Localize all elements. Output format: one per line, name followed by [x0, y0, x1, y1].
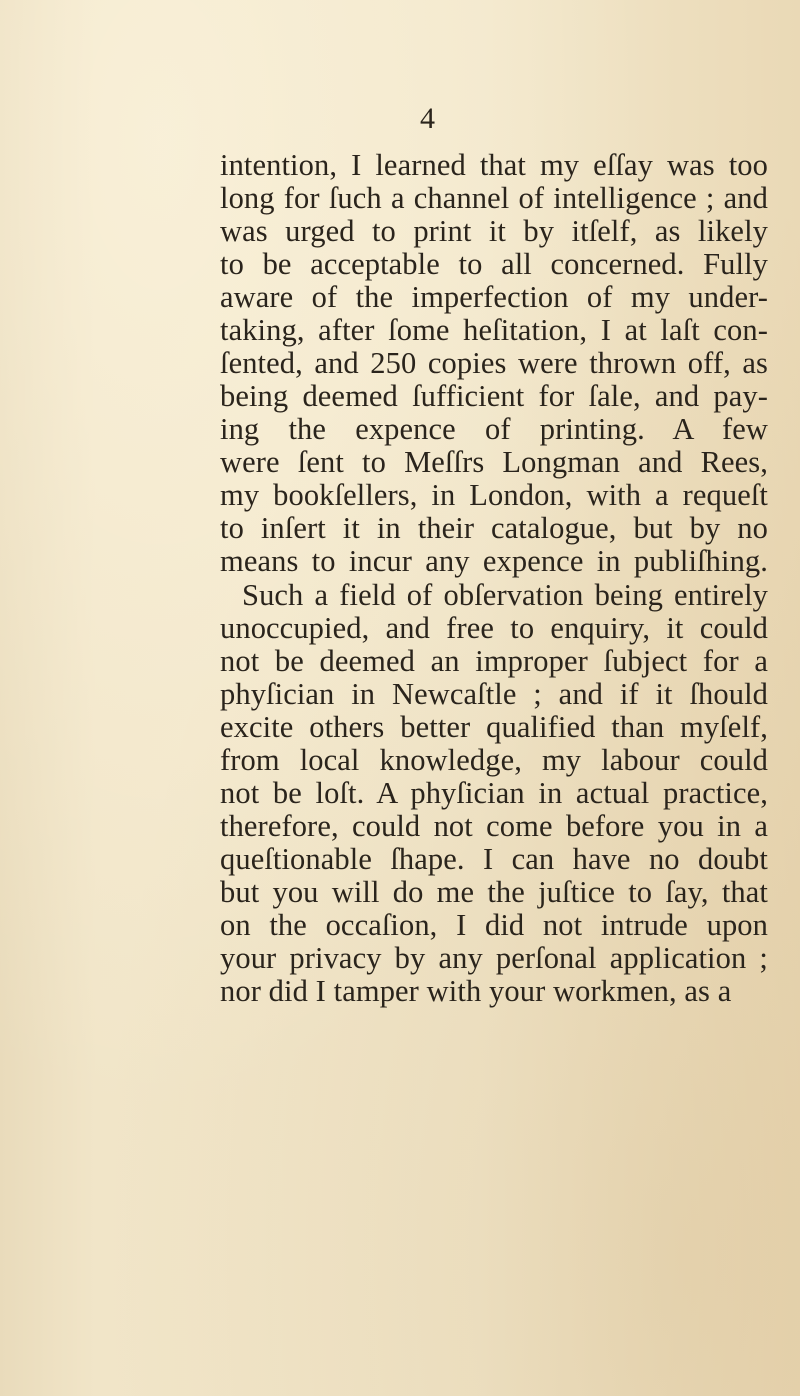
text-line: to be acceptable to all concerned. Fully — [220, 247, 768, 281]
text-line: on the occaſion, I did not intrude upon — [220, 908, 768, 942]
text-line: means to incur any expence in publiſhing. — [220, 544, 768, 578]
text-line: queſtionable ſhape. I can have no doubt — [220, 842, 768, 876]
text-line: ſented, and 250 copies were thrown off, as — [220, 346, 768, 380]
text-line: from local knowledge, my labour could — [220, 743, 768, 777]
text-line: to inſert it in their catalogue, but by no — [220, 511, 768, 545]
text-line: therefore, could not come before you in a — [220, 809, 768, 843]
text-line: but you will do me the juſtice to ſay, that — [220, 875, 768, 909]
text-line: taking, after ſome heſitation, I at laſt con- — [220, 313, 768, 347]
text-line: nor did I tamper with your workmen, as a — [220, 974, 732, 1008]
text-line: not be loſt. A phyſician in actual practice, — [220, 776, 768, 810]
text-line: my bookſellers, in London, with a requeſt — [220, 478, 768, 512]
text-line: were ſent to Meſſrs Longman and Rees, — [220, 445, 768, 479]
text-line: phyſician in Newcaſtle ; and if it ſhould — [220, 677, 768, 711]
text-line: ing the expence of printing. A few — [220, 412, 768, 446]
text-line: unoccupied, and free to enquiry, it could — [220, 611, 768, 645]
text-line: aware of the imperfection of my under- — [220, 280, 768, 314]
text-line: Such a field of obſervation being entirely — [242, 578, 768, 612]
text-line: was urged to print it by itſelf, as likely — [220, 214, 768, 248]
text-line: your privacy by any perſonal application ; — [220, 941, 768, 975]
text-line: excite others better qualified than myſelf, — [220, 710, 768, 744]
text-line: intention, I learned that my eſſay was too — [220, 148, 768, 182]
page-number: 4 — [420, 102, 435, 135]
text-line: not be deemed an improper ſubject for a — [220, 644, 768, 678]
text-line: long for ſuch a channel of intelligence ; and — [220, 181, 768, 215]
text-line: being deemed ſufficient for ſale, and pay- — [220, 379, 768, 413]
